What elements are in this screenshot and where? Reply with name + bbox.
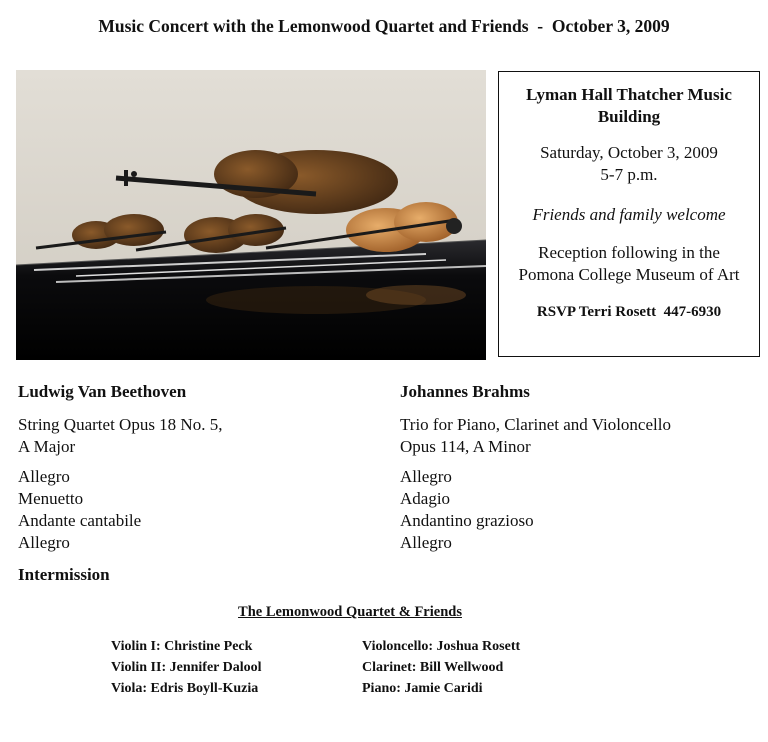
roster-right [362, 636, 520, 699]
program-left [18, 382, 378, 554]
member: Violin II: Jennifer Dalool [111, 660, 262, 675]
work-title-line-2: A Major [18, 437, 76, 456]
work-title-line-1: Trio for Piano, Clarinet and Violoncello [400, 415, 671, 434]
reception-line-1: Reception following in the [538, 243, 720, 262]
member: Violin I: Christine Peck [111, 639, 253, 654]
movement: Adagio [400, 489, 451, 508]
work-title-line-2: Opus 114, A Minor [400, 437, 531, 456]
roster-left [111, 636, 262, 699]
member: Clarinet: Bill Wellwood [362, 660, 504, 675]
movement: Allegro [18, 467, 70, 486]
reception-line-2: Pomona College Museum of Art [518, 265, 740, 284]
composer-brahms: Johannes Brahms [400, 382, 530, 401]
ensemble-heading: The Lemonwood Quartet & Friends [238, 604, 462, 620]
event-info-box [498, 71, 760, 357]
member: Piano: Jamie Caridi [362, 681, 483, 696]
intermission-label: Intermission [18, 565, 110, 584]
venue-name: Lyman Hall Thatcher Music Building [526, 85, 732, 126]
event-time: 5-7 p.m. [600, 165, 658, 184]
movement: Allegro [18, 533, 70, 552]
composer-beethoven: Ludwig Van Beethoven [18, 382, 187, 401]
rsvp-contact: RSVP Terri Rosett 447-6930 [536, 304, 722, 320]
member: Viola: Edris Boyll-Kuzia [111, 681, 259, 696]
movement: Menuetto [18, 489, 84, 508]
work-title-line-1: String Quartet Opus 18 No. 5, [18, 415, 223, 434]
movement: Andante cantabile [18, 511, 142, 530]
page-title: Music Concert with the Lemonwood Quartet and Friends - October 3, 2009 [98, 16, 670, 36]
member: Violoncello: Joshua Rosett [362, 639, 521, 654]
welcome-note: Friends and family welcome [532, 205, 726, 224]
movement: Andantino grazioso [400, 511, 534, 530]
movement: Allegro [400, 533, 452, 552]
event-date: Saturday, October 3, 2009 [540, 143, 718, 162]
instruments-photo [16, 70, 486, 360]
movement: Allegro [400, 467, 452, 486]
program-right [400, 382, 760, 554]
